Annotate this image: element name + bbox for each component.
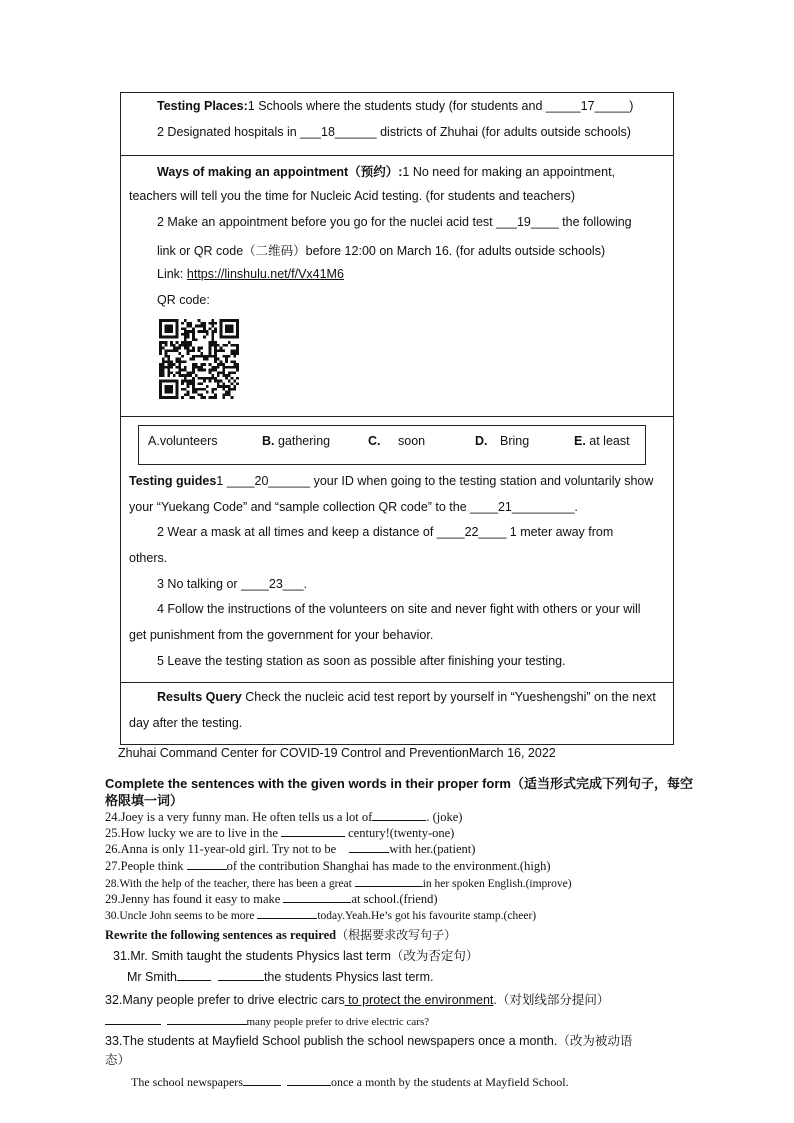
question-32: 32.Many people prefer to drive electric cars to protect the environment.（对划线部分提问） bbox=[105, 993, 610, 1007]
question-33-line-2: 态） bbox=[105, 1053, 131, 1067]
option-e: E. at least bbox=[574, 434, 630, 448]
guides-line-5: 3 No talking or ____23___. bbox=[157, 577, 308, 591]
guides-line-7: get punishment from the government for your behavior. bbox=[129, 628, 434, 642]
complete-section-title-2: 格限填一词） bbox=[105, 793, 184, 808]
qr-code-label: QR code: bbox=[157, 293, 210, 307]
question-31: 31.Mr. Smith taught the students Physics last term（改为否定句） bbox=[113, 949, 479, 963]
results-line-1: Results Query Check the nucleic acid test report by yourself in “Yueshengshi” on the next bbox=[157, 690, 656, 704]
option-d: D. bbox=[475, 434, 488, 448]
testing-guides-label: Testing guides bbox=[129, 474, 217, 488]
row-divider bbox=[120, 682, 674, 683]
appointment-line-4: link or QR code（二维码）before 12:00 on March 16. (for adults outside schools) bbox=[157, 244, 606, 258]
question-31-answer: Mr Smith the students Physics last term. bbox=[127, 970, 434, 984]
appointment-line-3: 2 Make an appointment before you go for the nuclei acid test ___19____ the following bbox=[157, 215, 632, 229]
question-24: 24.Joey is a very funny man. He often tells us a lot of . (joke) bbox=[105, 810, 463, 824]
testing-places-line-1: Testing Places:1 Schools where the students study (for students and _____17_____) bbox=[157, 99, 634, 113]
appointment-line-1: Ways of making an appointment（预约）:1 No need for making an appointment, bbox=[157, 165, 616, 179]
option-d-word: Bring bbox=[500, 434, 530, 448]
testing-places-label: Testing Places: bbox=[157, 99, 248, 113]
guides-line-1: Testing guides1 ____20______ your ID when going to the testing station and voluntarily show bbox=[129, 474, 654, 488]
question-33: 33.The students at Mayfield School publish the school newspapers once a month.（改为被动语 bbox=[105, 1034, 633, 1048]
complete-section-title: Complete the sentences with the given words in their proper form（适当形式完成下列句子，每空 bbox=[105, 776, 693, 791]
question-29: 29.Jenny has found it easy to make at school.(friend) bbox=[105, 892, 438, 906]
appointment-label: Ways of making an appointment（预约）: bbox=[157, 165, 403, 179]
question-25: 25.How lucky we are to live in the century!(twenty-one) bbox=[105, 826, 455, 840]
results-query-label: Results Query bbox=[157, 690, 242, 704]
row-divider bbox=[120, 155, 674, 156]
option-c: C. bbox=[368, 434, 381, 448]
qr-code-image[interactable] bbox=[159, 319, 239, 399]
question-33-answer: The school newspapers once a month by the students at Mayfield School. bbox=[131, 1075, 569, 1089]
question-26: 26.Anna is only 11-year-old girl. Try not to be with her.(patient) bbox=[105, 842, 476, 856]
option-c-word: soon bbox=[398, 434, 426, 448]
guides-line-2: your “Yuekang Code” and “sample collection QR code” to the ____21_________. bbox=[129, 500, 578, 514]
guides-line-4: others. bbox=[129, 551, 168, 565]
question-30: 30.Uncle John seems to be more today.Yeah.He’s got his favourite stamp.(cheer) bbox=[105, 906, 536, 922]
testing-places-line-2: 2 Designated hospitals in ___18______ districts of Zhuhai (for adults outside schools) bbox=[157, 125, 631, 139]
question-32-answer: many people prefer to drive electric cars? bbox=[105, 1012, 429, 1028]
question-27: 27.People think of the contribution Shanghai has made to the environment.(high) bbox=[105, 859, 551, 873]
row-divider bbox=[120, 416, 674, 417]
option-b: B. gathering bbox=[262, 434, 331, 448]
guides-line-8: 5 Leave the testing station as soon as possible after finishing your testing. bbox=[157, 654, 566, 668]
guides-line-6: 4 Follow the instructions of the volunteers on site and never fight with others or your will bbox=[157, 602, 641, 616]
appointment-line-2: teachers will tell you the time for Nucleic Acid testing. (for students and teachers) bbox=[129, 189, 576, 203]
appointment-link-line: Link: https://linshulu.net/f/Vx41M6 bbox=[157, 267, 344, 281]
notice-signature: Zhuhai Command Center for COVID-19 Control and PreventionMarch 16, 2022 bbox=[118, 746, 556, 760]
question-28: 28.With the help of the teacher, there has been a great in her spoken English.(improve) bbox=[105, 874, 572, 890]
guides-line-3: 2 Wear a mask at all times and keep a distance of ____22____ 1 meter away from bbox=[157, 525, 614, 539]
appointment-link[interactable]: https://linshulu.net/f/Vx41M6 bbox=[186, 267, 344, 281]
option-a: A.volunteers bbox=[148, 434, 218, 448]
rewrite-section-title: Rewrite the following sentences as required（根据要求改写句子） bbox=[105, 928, 457, 942]
results-line-2: day after the testing. bbox=[129, 716, 243, 730]
